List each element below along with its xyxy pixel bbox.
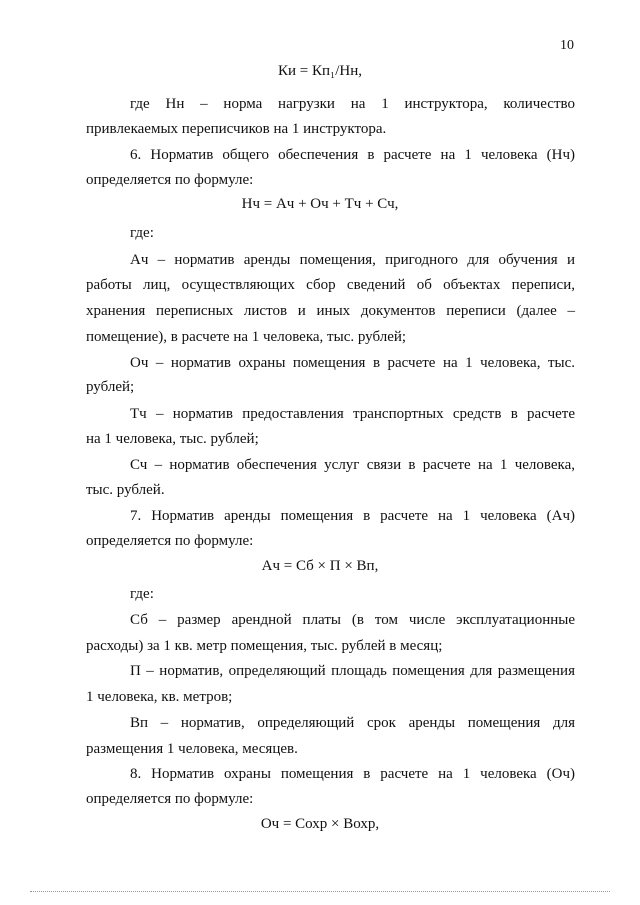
definition-tch-line: Тч – норматив предоставления транспортных средств в расчете — [130, 406, 575, 422]
paragraph-6-line: 6. Норматив общего обеспечения в расчете на 1 человека (Нч) — [130, 147, 575, 163]
paragraph-7-line: определяется по формуле: — [86, 533, 254, 549]
definition-ach-line: хранения переписных листов и иных документов переписи (далее – — [86, 303, 575, 319]
definition-sb-line: Сб – размер арендной платы (в том числе эксплуатационные — [130, 612, 575, 628]
scan-footer-rule — [30, 891, 610, 892]
page-number: 10 — [560, 38, 574, 53]
paragraph-nn-line: где Нн – норма нагрузки на 1 инструктора, количество — [130, 96, 575, 112]
definition-sb-line: расходы) за 1 кв. метр помещения, тыс. рублей в месяц; — [86, 638, 443, 654]
where-label: где: — [130, 225, 154, 241]
definition-sch-line: Сч – норматив обеспечения услуг связи в расчете на 1 человека, — [130, 457, 575, 473]
formula-nch: Нч = Ач + Оч + Тч + Сч, — [241, 196, 399, 212]
paragraph-8-line: определяется по формуле: — [86, 791, 254, 807]
paragraph-nn-line: привлекаемых переписчиков на 1 инструктора. — [86, 121, 387, 137]
paragraph-6-line: определяется по формуле: — [86, 172, 254, 188]
formula-ach: Ач = Сб × П × Вп, — [261, 558, 379, 574]
definition-ach-line: работы лиц, осуществляющих сбор сведений об объектах переписи, — [86, 277, 575, 293]
definition-tch-line: на 1 человека, тыс. рублей; — [86, 431, 259, 447]
formula-ki: Ки = Кп₁/Нн, — [277, 63, 363, 79]
definition-sch-line: тыс. рублей. — [86, 482, 165, 498]
definition-vp-line: Вп – норматив, определяющий срок аренды помещения для — [130, 715, 575, 731]
paragraph-8-line: 8. Норматив охраны помещения в расчете на 1 человека (Оч) — [130, 766, 575, 782]
definition-och-line: рублей; — [86, 379, 135, 395]
where-label: где: — [130, 586, 154, 602]
paragraph-7-line: 7. Норматив аренды помещения в расчете на 1 человека (Ач) — [130, 508, 575, 524]
definition-och-line: Оч – норматив охраны помещения в расчете на 1 человека, тыс. — [130, 355, 575, 371]
definition-ach-line: помещение), в расчете на 1 человека, тыс. рублей; — [86, 329, 407, 345]
definition-p-line: П – норматив, определяющий площадь помещения для размещения — [130, 663, 575, 679]
formula-och: Оч = Сохр × Вохр, — [260, 816, 380, 832]
definition-vp-line: размещения 1 человека, месяцев. — [86, 741, 298, 757]
definition-ach-line: Ач – норматив аренды помещения, пригодного для обучения и — [130, 252, 575, 268]
definition-p-line: 1 человека, кв. метров; — [86, 689, 233, 705]
